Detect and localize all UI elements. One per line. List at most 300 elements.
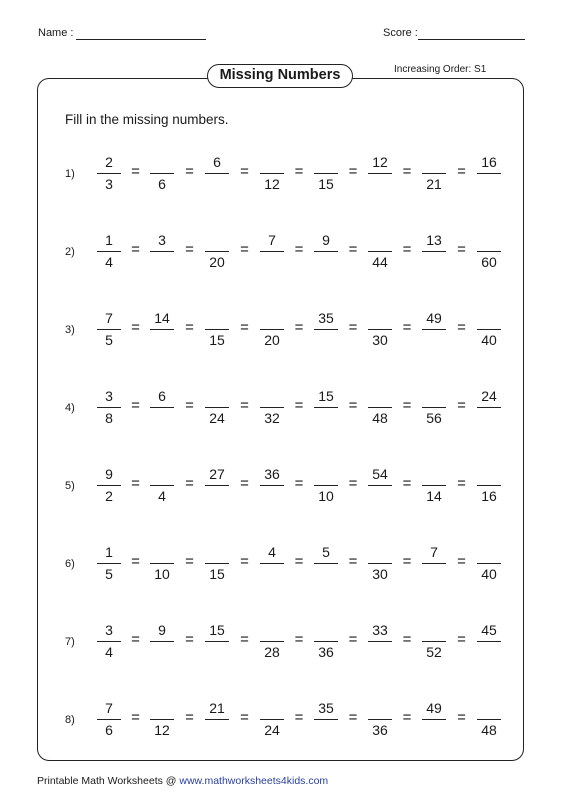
- numerator-blank[interactable]: [201, 310, 233, 326]
- numerator: 12: [372, 154, 388, 170]
- fraction: [368, 310, 392, 352]
- numerator: 6: [158, 388, 166, 404]
- fraction-bar: [205, 563, 229, 564]
- denominator: 24: [264, 722, 280, 738]
- denominator: 4: [105, 254, 113, 270]
- name-field[interactable]: [76, 39, 206, 40]
- fraction: [477, 466, 501, 508]
- denominator: 10: [318, 488, 334, 504]
- problem-row: [0, 152, 565, 196]
- numerator-blank[interactable]: [418, 622, 450, 638]
- fraction-bar: [477, 485, 501, 486]
- fraction: [422, 700, 446, 742]
- fraction-bar: [260, 329, 284, 330]
- equals-sign: =: [185, 553, 194, 570]
- fraction: [205, 700, 229, 742]
- fraction-bar: [477, 173, 501, 174]
- equals-sign: =: [348, 319, 358, 336]
- fraction-bar: [150, 329, 174, 330]
- problem-row: [0, 698, 565, 742]
- denominator: 15: [209, 566, 225, 582]
- fraction: [422, 232, 446, 274]
- numerator: 9: [105, 466, 113, 482]
- denominator: 14: [426, 488, 442, 504]
- fraction-bar: [97, 641, 121, 642]
- problem-row: [0, 542, 565, 586]
- denominator-blank[interactable]: [310, 254, 342, 270]
- denominator-blank[interactable]: [256, 488, 288, 504]
- equals-sign: =: [294, 397, 304, 414]
- numerator-blank[interactable]: [256, 388, 288, 404]
- fraction: [97, 388, 121, 430]
- denominator-blank[interactable]: [418, 332, 450, 348]
- numerator: 7: [430, 544, 438, 560]
- fraction-bar: [368, 485, 392, 486]
- fraction: [260, 388, 284, 430]
- numerator: 24: [481, 388, 497, 404]
- denominator: 5: [105, 566, 113, 582]
- numerator-blank[interactable]: [364, 232, 396, 248]
- fraction-bar: [368, 173, 392, 174]
- numerator: 27: [209, 466, 225, 482]
- equals-sign: =: [131, 319, 140, 336]
- numerator-blank[interactable]: [473, 466, 505, 482]
- numerator: 3: [158, 232, 166, 248]
- fraction-bar: [97, 407, 121, 408]
- numerator: 21: [209, 700, 225, 716]
- equals-sign: =: [294, 163, 304, 180]
- numerator-blank[interactable]: [256, 154, 288, 170]
- fraction: [368, 466, 392, 508]
- fraction-bar: [260, 485, 284, 486]
- equals-sign: =: [131, 241, 140, 258]
- fraction-bar: [150, 563, 174, 564]
- problem-row: [0, 620, 565, 664]
- fraction-bar: [314, 485, 338, 486]
- fraction: [477, 388, 501, 430]
- denominator: 6: [158, 176, 166, 192]
- equals-sign: =: [240, 553, 249, 570]
- equals-sign: =: [457, 475, 466, 492]
- denominator: 21: [426, 176, 442, 192]
- numerator-blank[interactable]: [364, 700, 396, 716]
- problem-number: 7): [65, 636, 75, 648]
- denominator-blank[interactable]: [201, 722, 233, 738]
- fraction: [150, 466, 174, 508]
- fraction: [260, 310, 284, 352]
- footer-link[interactable]: www.mathworksheets4kids.com: [179, 775, 329, 787]
- fraction-bar: [205, 641, 229, 642]
- fraction: [97, 232, 121, 274]
- equals-sign: =: [131, 709, 140, 726]
- score-label: Score :: [383, 27, 418, 39]
- problem-number: 1): [65, 168, 75, 180]
- numerator-blank[interactable]: [146, 466, 178, 482]
- equals-sign: =: [185, 163, 194, 180]
- equals-sign: =: [240, 163, 249, 180]
- equals-sign: =: [185, 709, 194, 726]
- fraction: [368, 544, 392, 586]
- equals-sign: =: [294, 709, 304, 726]
- equals-sign: =: [348, 709, 358, 726]
- numerator: 6: [213, 154, 221, 170]
- fraction-bar: [205, 329, 229, 330]
- numerator: 5: [322, 544, 330, 560]
- numerator: 1: [105, 232, 113, 248]
- equals-sign: =: [457, 241, 466, 258]
- footer: [37, 775, 328, 787]
- numerator-blank[interactable]: [201, 232, 233, 248]
- fraction-bar: [150, 251, 174, 252]
- fraction-bar: [314, 173, 338, 174]
- fraction-bar: [97, 563, 121, 564]
- fraction: [260, 700, 284, 742]
- denominator: 10: [154, 566, 170, 582]
- numerator-blank[interactable]: [146, 700, 178, 716]
- fraction: [260, 154, 284, 196]
- equals-sign: =: [131, 397, 140, 414]
- denominator: 40: [481, 332, 497, 348]
- fraction: [205, 388, 229, 430]
- fraction: [150, 622, 174, 664]
- equals-sign: =: [294, 475, 304, 492]
- numerator: 35: [318, 700, 334, 716]
- denominator: 44: [372, 254, 388, 270]
- fraction-bar: [368, 641, 392, 642]
- equals-sign: =: [402, 319, 412, 336]
- numerator: 35: [318, 310, 334, 326]
- fraction-bar: [368, 329, 392, 330]
- fraction-bar: [260, 251, 284, 252]
- fraction: [314, 388, 338, 430]
- equals-sign: =: [240, 709, 249, 726]
- denominator-blank[interactable]: [310, 332, 342, 348]
- numerator: 33: [372, 622, 388, 638]
- fraction: [97, 544, 121, 586]
- denominator-blank[interactable]: [473, 410, 505, 426]
- fraction: [368, 622, 392, 664]
- equals-sign: =: [185, 397, 194, 414]
- denominator-blank[interactable]: [256, 566, 288, 582]
- denominator: 16: [481, 488, 497, 504]
- fraction: [205, 232, 229, 274]
- denominator: 5: [105, 332, 113, 348]
- equals-sign: =: [402, 631, 412, 648]
- fraction: [477, 622, 501, 664]
- denominator-blank[interactable]: [146, 410, 178, 426]
- equals-sign: =: [457, 553, 466, 570]
- fraction-bar: [260, 173, 284, 174]
- equals-sign: =: [402, 241, 412, 258]
- equals-sign: =: [457, 163, 466, 180]
- numerator: 49: [426, 700, 442, 716]
- problem-number: 8): [65, 714, 75, 726]
- numerator-blank[interactable]: [256, 310, 288, 326]
- fraction-bar: [314, 329, 338, 330]
- denominator: 12: [264, 176, 280, 192]
- fraction-bar: [205, 173, 229, 174]
- fraction: [368, 154, 392, 196]
- denominator-blank[interactable]: [146, 332, 178, 348]
- numerator-blank[interactable]: [310, 154, 342, 170]
- numerator: 9: [158, 622, 166, 638]
- numerator: 15: [318, 388, 334, 404]
- denominator-blank[interactable]: [473, 644, 505, 660]
- equals-sign: =: [131, 163, 140, 180]
- denominator-blank[interactable]: [146, 644, 178, 660]
- fraction: [150, 388, 174, 430]
- name-label: Name :: [38, 27, 74, 39]
- fraction: [150, 154, 174, 196]
- denominator: 36: [318, 644, 334, 660]
- numerator-blank[interactable]: [473, 544, 505, 560]
- fraction-bar: [422, 407, 446, 408]
- equals-sign: =: [240, 397, 249, 414]
- fraction: [260, 622, 284, 664]
- equals-sign: =: [402, 709, 412, 726]
- equals-sign: =: [348, 631, 358, 648]
- fraction: [422, 544, 446, 586]
- fraction: [205, 622, 229, 664]
- numerator: 3: [105, 388, 113, 404]
- denominator: 2: [105, 488, 113, 504]
- fraction-bar: [97, 485, 121, 486]
- numerator: 15: [209, 622, 225, 638]
- numerator: 14: [154, 310, 170, 326]
- denominator: 4: [105, 644, 113, 660]
- fraction-bar: [150, 641, 174, 642]
- fraction-bar: [150, 719, 174, 720]
- equals-sign: =: [240, 475, 249, 492]
- fraction-bar: [205, 485, 229, 486]
- fraction: [205, 544, 229, 586]
- fraction: [477, 700, 501, 742]
- denominator: 28: [264, 644, 280, 660]
- denominator-blank[interactable]: [364, 488, 396, 504]
- fraction: [477, 544, 501, 586]
- denominator-blank[interactable]: [201, 176, 233, 192]
- fraction-bar: [260, 563, 284, 564]
- numerator: 2: [105, 154, 113, 170]
- denominator-blank[interactable]: [310, 410, 342, 426]
- denominator: 60: [481, 254, 497, 270]
- equals-sign: =: [348, 397, 358, 414]
- denominator: 24: [209, 410, 225, 426]
- denominator-blank[interactable]: [310, 566, 342, 582]
- fraction-bar: [150, 407, 174, 408]
- denominator: 20: [209, 254, 225, 270]
- problem-number: 5): [65, 480, 75, 492]
- fraction-bar: [205, 407, 229, 408]
- fraction-bar: [422, 563, 446, 564]
- worksheet-title: Missing Numbers: [207, 64, 353, 88]
- denominator-blank[interactable]: [418, 254, 450, 270]
- numerator: 3: [105, 622, 113, 638]
- fraction-bar: [477, 641, 501, 642]
- problem-row: [0, 230, 565, 274]
- numerator: 4: [268, 544, 276, 560]
- equals-sign: =: [457, 397, 466, 414]
- denominator-blank[interactable]: [310, 722, 342, 738]
- fraction-bar: [368, 407, 392, 408]
- denominator: 30: [372, 566, 388, 582]
- fraction-bar: [477, 563, 501, 564]
- score-field[interactable]: [418, 39, 525, 40]
- fraction-bar: [314, 563, 338, 564]
- fraction-bar: [260, 719, 284, 720]
- denominator: 32: [264, 410, 280, 426]
- fraction: [260, 232, 284, 274]
- numerator-blank[interactable]: [201, 388, 233, 404]
- denominator: 12: [154, 722, 170, 738]
- fraction-bar: [150, 485, 174, 486]
- fraction-bar: [477, 251, 501, 252]
- fraction-bar: [205, 251, 229, 252]
- fraction-bar: [422, 251, 446, 252]
- equals-sign: =: [294, 319, 304, 336]
- numerator: 36: [264, 466, 280, 482]
- fraction: [368, 388, 392, 430]
- denominator: 48: [372, 410, 388, 426]
- problem-number: 6): [65, 558, 75, 570]
- fraction: [422, 388, 446, 430]
- equals-sign: =: [240, 319, 249, 336]
- numerator-blank[interactable]: [201, 544, 233, 560]
- denominator: 30: [372, 332, 388, 348]
- equals-sign: =: [348, 553, 358, 570]
- numerator: 16: [481, 154, 497, 170]
- fraction-bar: [97, 329, 121, 330]
- problem-number: 4): [65, 402, 75, 414]
- numerator-blank[interactable]: [364, 544, 396, 560]
- problem-number: 3): [65, 324, 75, 336]
- fraction-bar: [368, 251, 392, 252]
- denominator: 8: [105, 410, 113, 426]
- denominator-blank[interactable]: [364, 644, 396, 660]
- fraction-bar: [260, 641, 284, 642]
- denominator: 3: [105, 176, 113, 192]
- fraction: [422, 310, 446, 352]
- fraction: [422, 154, 446, 196]
- numerator-blank[interactable]: [146, 544, 178, 560]
- denominator-blank[interactable]: [364, 176, 396, 192]
- equals-sign: =: [402, 163, 412, 180]
- fraction: [205, 310, 229, 352]
- equals-sign: =: [240, 631, 249, 648]
- denominator: 20: [264, 332, 280, 348]
- numerator-blank[interactable]: [364, 388, 396, 404]
- fraction: [260, 466, 284, 508]
- fraction-bar: [422, 641, 446, 642]
- numerator: 9: [322, 232, 330, 248]
- numerator-blank[interactable]: [256, 700, 288, 716]
- problem-row: [0, 464, 565, 508]
- numerator-blank[interactable]: [310, 466, 342, 482]
- fraction-bar: [97, 719, 121, 720]
- fraction-bar: [422, 485, 446, 486]
- fraction: [314, 466, 338, 508]
- footer-prefix: Printable Math Worksheets @: [37, 775, 180, 787]
- fraction-bar: [477, 407, 501, 408]
- equals-sign: =: [131, 631, 140, 648]
- equals-sign: =: [294, 631, 304, 648]
- equals-sign: =: [185, 241, 194, 258]
- denominator: 52: [426, 644, 442, 660]
- problem-row: [0, 386, 565, 430]
- equals-sign: =: [185, 319, 194, 336]
- denominator: 48: [481, 722, 497, 738]
- problem-number: 2): [65, 246, 75, 258]
- fraction: [314, 544, 338, 586]
- numerator: 45: [481, 622, 497, 638]
- numerator: 1: [105, 544, 113, 560]
- numerator: 54: [372, 466, 388, 482]
- fraction: [97, 466, 121, 508]
- numerator-blank[interactable]: [364, 310, 396, 326]
- denominator-blank[interactable]: [418, 722, 450, 738]
- numerator-blank[interactable]: [256, 622, 288, 638]
- numerator-blank[interactable]: [146, 154, 178, 170]
- fraction-bar: [314, 251, 338, 252]
- fraction: [150, 310, 174, 352]
- fraction: [477, 154, 501, 196]
- denominator: 36: [372, 722, 388, 738]
- fraction: [150, 232, 174, 274]
- fraction-bar: [477, 329, 501, 330]
- fraction: [368, 700, 392, 742]
- equals-sign: =: [457, 631, 466, 648]
- fraction-bar: [314, 407, 338, 408]
- numerator-blank[interactable]: [418, 388, 450, 404]
- fraction: [314, 700, 338, 742]
- equals-sign: =: [294, 553, 304, 570]
- denominator-blank[interactable]: [201, 488, 233, 504]
- denominator-blank[interactable]: [418, 566, 450, 582]
- numerator-blank[interactable]: [418, 154, 450, 170]
- fraction: [205, 466, 229, 508]
- equals-sign: =: [348, 241, 358, 258]
- denominator-blank[interactable]: [146, 254, 178, 270]
- denominator-blank[interactable]: [473, 176, 505, 192]
- numerator-blank[interactable]: [473, 232, 505, 248]
- fraction-bar: [422, 173, 446, 174]
- fraction: [477, 310, 501, 352]
- denominator-blank[interactable]: [201, 644, 233, 660]
- numerator-blank[interactable]: [310, 622, 342, 638]
- equals-sign: =: [185, 631, 194, 648]
- fraction: [477, 232, 501, 274]
- fraction: [97, 310, 121, 352]
- numerator-blank[interactable]: [473, 310, 505, 326]
- fraction: [97, 700, 121, 742]
- instructions: Fill in the missing numbers.: [65, 112, 229, 127]
- numerator: 49: [426, 310, 442, 326]
- fraction: [150, 544, 174, 586]
- fraction: [314, 154, 338, 196]
- fraction-bar: [97, 173, 121, 174]
- numerator-blank[interactable]: [473, 700, 505, 716]
- numerator-blank[interactable]: [418, 466, 450, 482]
- denominator-blank[interactable]: [256, 254, 288, 270]
- equals-sign: =: [294, 241, 304, 258]
- fraction: [97, 622, 121, 664]
- denominator: 56: [426, 410, 442, 426]
- fraction-bar: [314, 719, 338, 720]
- fraction: [150, 700, 174, 742]
- equals-sign: =: [402, 397, 412, 414]
- equals-sign: =: [402, 553, 412, 570]
- denominator: 15: [209, 332, 225, 348]
